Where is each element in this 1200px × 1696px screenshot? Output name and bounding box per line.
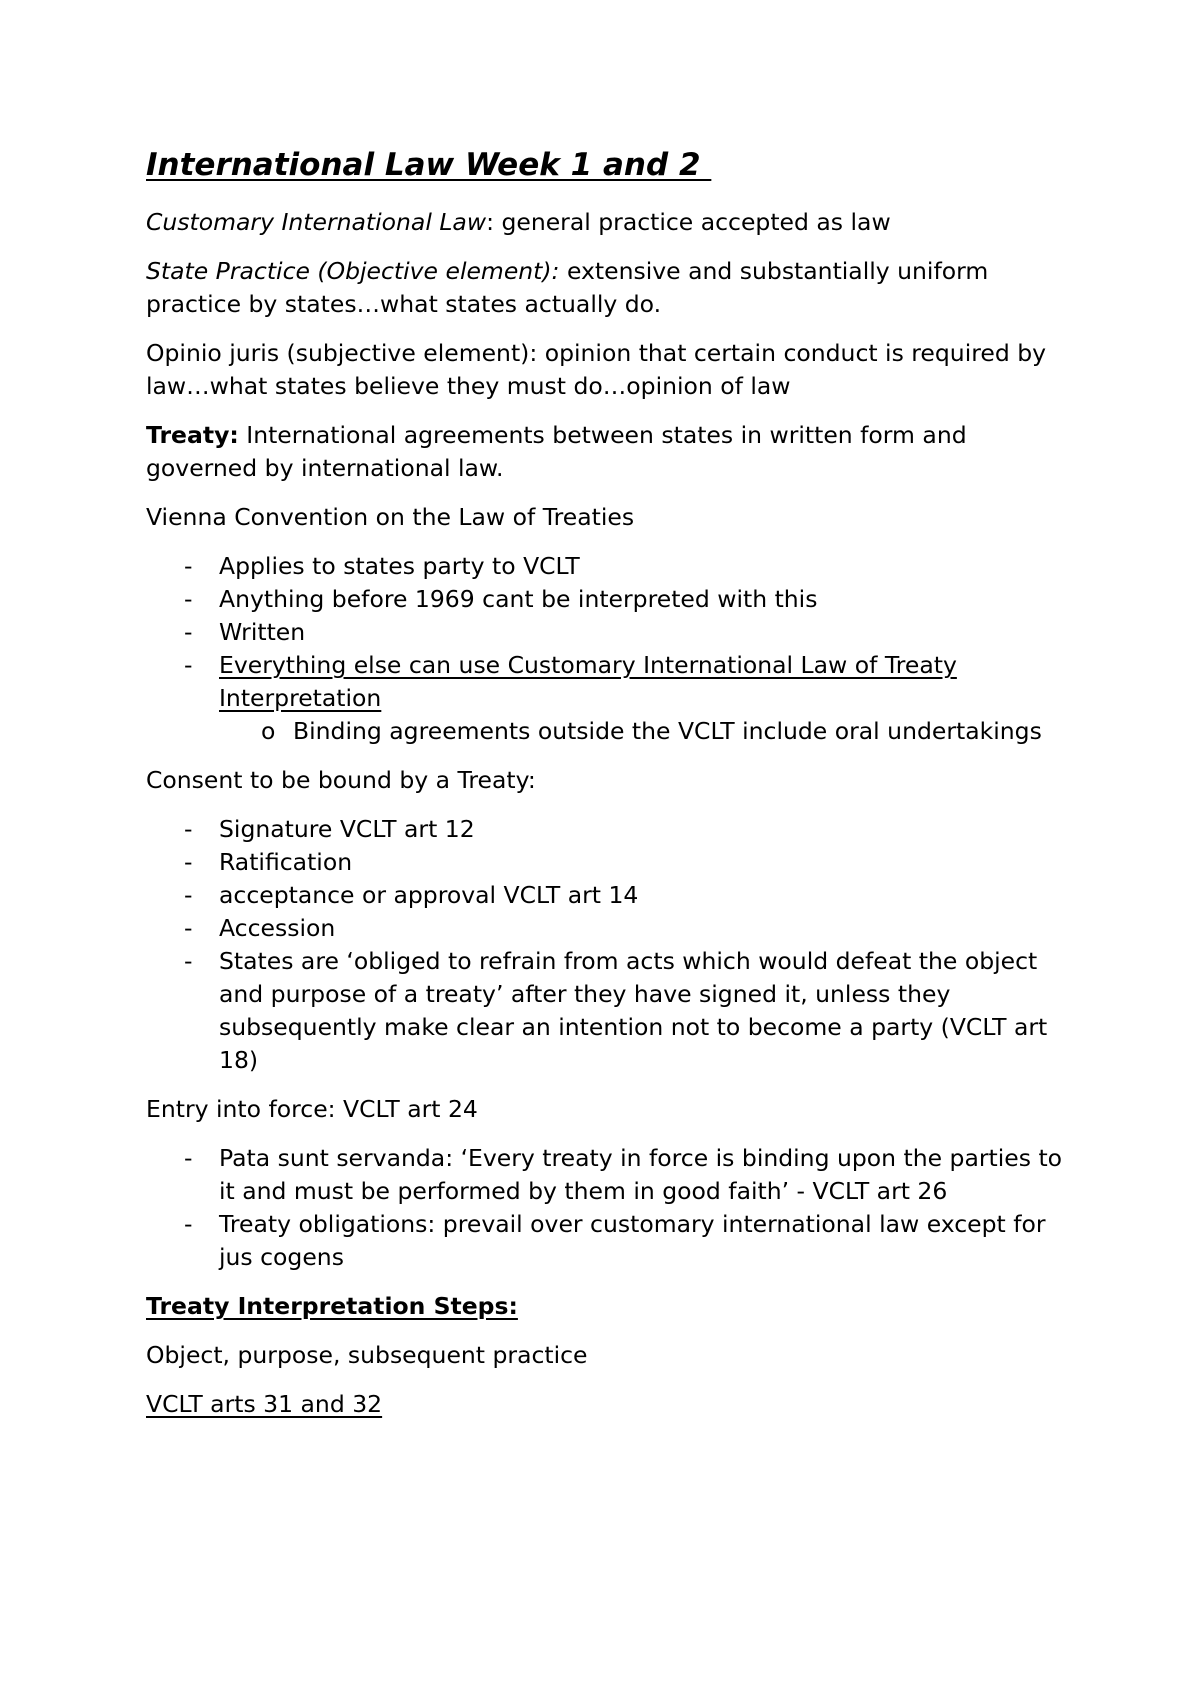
list-item-text: Everything else can use Customary International Law of Treaty Interpretation bbox=[219, 651, 957, 712]
list-item bbox=[146, 813, 1076, 846]
list-item bbox=[146, 945, 1076, 1077]
dash-bullet: - bbox=[184, 552, 193, 580]
paragraph-object-purpose: Object, purpose, subsequent practice bbox=[146, 1341, 588, 1369]
circle-bullet: o bbox=[261, 717, 276, 745]
sublist-item-text: Binding agreements outside the VCLT include oral undertakings bbox=[293, 717, 1042, 745]
list-item bbox=[146, 1208, 1076, 1274]
paragraph-entry-into-force: Entry into force: VCLT art 24 bbox=[146, 1095, 478, 1123]
list-item bbox=[146, 583, 1076, 616]
section-heading-interpretation: Treaty Interpretation Steps: bbox=[146, 1292, 518, 1320]
force-list bbox=[146, 1142, 1076, 1274]
list-item-text: Accession bbox=[219, 914, 336, 942]
list-item bbox=[146, 649, 1076, 748]
paragraph-state-practice bbox=[146, 255, 1076, 321]
definition-treaty: International agreements between states in written form and governed by international law. bbox=[146, 421, 967, 482]
list-item-text: Written bbox=[219, 618, 306, 646]
list-item-text: Ratification bbox=[219, 848, 353, 876]
dash-bullet: - bbox=[184, 1210, 193, 1238]
list-item bbox=[146, 1142, 1076, 1208]
dash-bullet: - bbox=[184, 815, 193, 843]
list-item-text: Treaty obligations: prevail over customary international law except for jus cogens bbox=[219, 1210, 1046, 1271]
dash-bullet: - bbox=[184, 881, 193, 909]
list-item bbox=[146, 912, 1076, 945]
dash-bullet: - bbox=[184, 848, 193, 876]
list-item-text: States are ‘obliged to refrain from acts which would defeat the object and purpose of a treaty’ after they have signed it, unless they subsequently make clear an intention not to become a party (VCLT art 18) bbox=[219, 947, 1048, 1074]
dash-bullet: - bbox=[184, 618, 193, 646]
list-item bbox=[146, 846, 1076, 879]
term-customary-law: Customary International Law bbox=[146, 208, 487, 236]
dash-bullet: - bbox=[184, 1144, 193, 1172]
paragraph-vienna-convention: Vienna Convention on the Law of Treaties bbox=[146, 503, 635, 531]
paragraph-treaty bbox=[146, 419, 1076, 485]
list-item-text: Applies to states party to VCLT bbox=[219, 552, 580, 580]
document-content bbox=[146, 146, 1076, 1437]
list-item-text: Anything before 1969 cant be interpreted with this bbox=[219, 585, 818, 613]
paragraph-consent: Consent to be bound by a Treaty: bbox=[146, 766, 536, 794]
consent-list bbox=[146, 813, 1076, 1077]
list-item-text: Pata sunt servanda: ‘Every treaty in force is binding upon the parties to it and must be performed by them in good faith’ - VCLT art 26 bbox=[219, 1144, 1063, 1205]
dash-bullet: - bbox=[184, 914, 193, 942]
sublist-item bbox=[219, 715, 1076, 748]
list-item bbox=[146, 550, 1076, 583]
paragraph-customary-law bbox=[146, 206, 1076, 239]
term-treaty: Treaty: bbox=[146, 421, 239, 449]
document-title: International Law Week 1 and 2 bbox=[146, 147, 712, 183]
dash-bullet: - bbox=[184, 585, 193, 613]
vclt-list bbox=[146, 550, 1076, 748]
definition-state-practice: extensive and substantially uniform practice by states…what states actually do. bbox=[146, 257, 989, 318]
dash-bullet: - bbox=[184, 947, 193, 975]
definition-customary-law: : general practice accepted as law bbox=[486, 208, 891, 236]
list-item-text: acceptance or approval VCLT art 14 bbox=[219, 881, 639, 909]
list-item bbox=[146, 616, 1076, 649]
list-item-text: Signature VCLT art 12 bbox=[219, 815, 475, 843]
dash-bullet: - bbox=[184, 651, 193, 679]
list-item bbox=[146, 879, 1076, 912]
term-state-practice: State Practice (Objective element): bbox=[146, 257, 560, 285]
paragraph-opinio-juris: Opinio juris (subjective element): opinion that certain conduct is required by law…what states believe they must do…opinion of law bbox=[146, 339, 1047, 400]
paragraph-vclt-arts: VCLT arts 31 and 32 bbox=[146, 1390, 383, 1418]
vclt-sublist bbox=[219, 715, 1076, 748]
